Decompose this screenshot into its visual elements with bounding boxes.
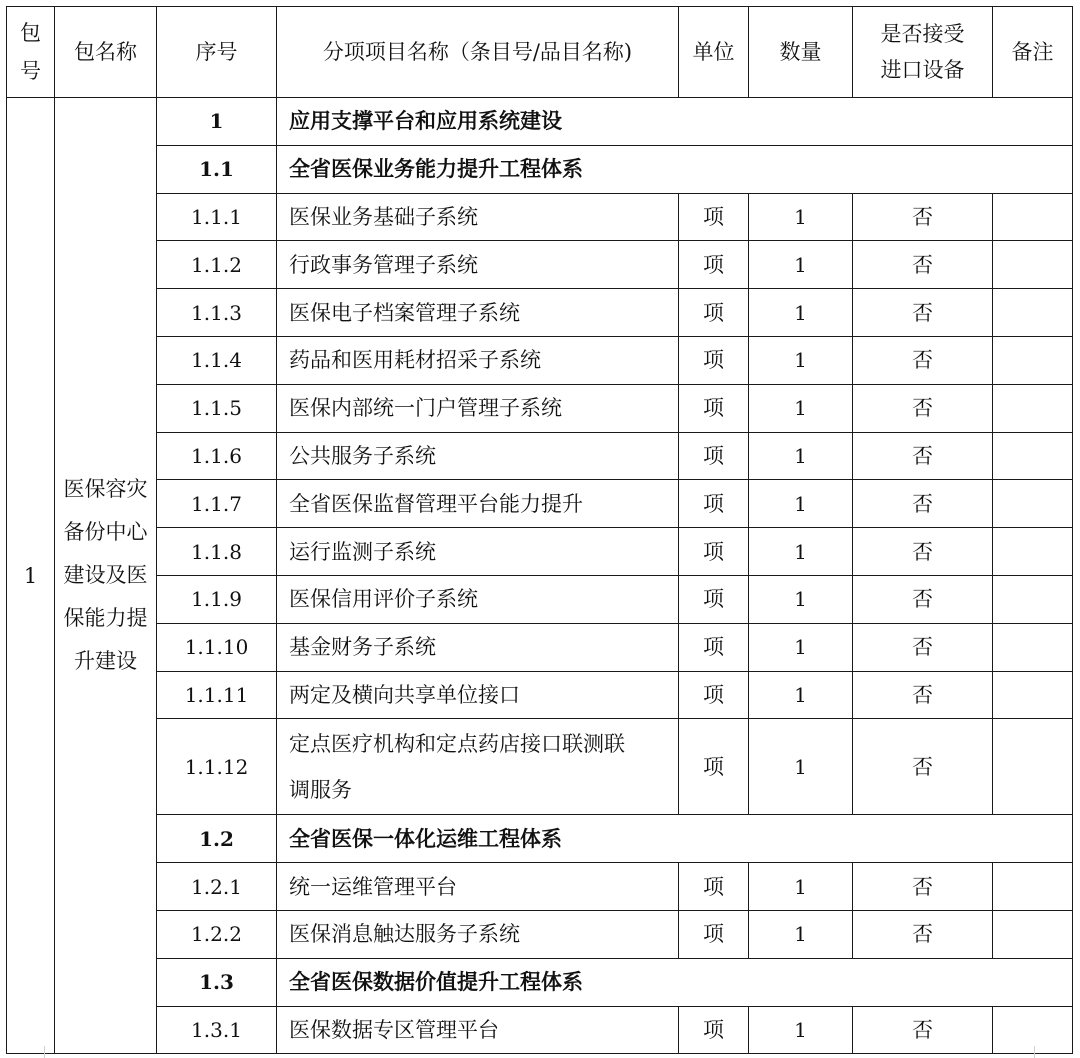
table-row <box>7 193 1073 241</box>
row-qty: 1 <box>749 480 853 528</box>
row-unit: 项 <box>679 528 749 576</box>
table-row <box>7 910 1073 958</box>
row-unit: 项 <box>679 719 749 815</box>
page-edge-mark <box>44 1046 45 1058</box>
row-unit: 项 <box>679 336 749 384</box>
row-seq: 1.1.7 <box>157 480 277 528</box>
row-import: 否 <box>853 575 993 623</box>
row-remark <box>993 528 1073 576</box>
row-name: 药品和医用耗材招采子系统 <box>277 336 679 384</box>
row-seq: 1.1.4 <box>157 336 277 384</box>
section-row <box>7 958 1073 1006</box>
row-remark <box>993 671 1073 719</box>
row-import: 否 <box>853 910 993 958</box>
row-seq: 1.1.11 <box>157 671 277 719</box>
header-seq: 序号 <box>157 7 277 98</box>
row-import: 否 <box>853 671 993 719</box>
row-import: 否 <box>853 480 993 528</box>
row-import: 否 <box>853 1006 993 1054</box>
section-name: 应用支撑平台和应用系统建设 <box>277 98 1073 146</box>
row-name: 统一运维管理平台 <box>277 863 679 911</box>
row-name: 医保内部统一门户管理子系统 <box>277 384 679 432</box>
row-name: 运行监测子系统 <box>277 528 679 576</box>
row-name: 全省医保监督管理平台能力提升 <box>277 480 679 528</box>
section-seq: 1.2 <box>157 815 277 863</box>
table-row <box>7 575 1073 623</box>
header-pkg-name: 包名称 <box>55 7 157 98</box>
row-unit: 项 <box>679 241 749 289</box>
table-row <box>7 719 1073 815</box>
section-row <box>7 98 1073 146</box>
row-import: 否 <box>853 193 993 241</box>
row-unit: 项 <box>679 193 749 241</box>
row-qty: 1 <box>749 193 853 241</box>
table-row <box>7 528 1073 576</box>
row-name: 基金财务子系统 <box>277 623 679 671</box>
row-remark <box>993 863 1073 911</box>
row-name: 行政事务管理子系统 <box>277 241 679 289</box>
row-unit: 项 <box>679 671 749 719</box>
table-row <box>7 480 1073 528</box>
row-qty: 1 <box>749 863 853 911</box>
row-seq: 1.2.1 <box>157 863 277 911</box>
row-name: 医保消息触达服务子系统 <box>277 910 679 958</box>
header-row <box>7 7 1073 98</box>
row-import: 否 <box>853 384 993 432</box>
section-seq: 1.1 <box>157 145 277 193</box>
table-row <box>7 1006 1073 1054</box>
row-remark <box>993 480 1073 528</box>
row-seq: 1.1.9 <box>157 575 277 623</box>
row-seq: 1.1.1 <box>157 193 277 241</box>
row-seq: 1.1.2 <box>157 241 277 289</box>
header-import-line2: 进口设备 <box>880 58 965 82</box>
section-name: 全省医保一体化运维工程体系 <box>277 815 1073 863</box>
row-qty: 1 <box>749 336 853 384</box>
row-unit: 项 <box>679 623 749 671</box>
header-pkg-no: 包号 <box>7 7 55 98</box>
row-name: 医保业务基础子系统 <box>277 193 679 241</box>
row-import: 否 <box>853 623 993 671</box>
row-name: 定点医疗机构和定点药店接口联测联调服务 <box>277 719 679 815</box>
row-remark <box>993 719 1073 815</box>
row-seq: 1.1.8 <box>157 528 277 576</box>
row-unit: 项 <box>679 863 749 911</box>
section-seq: 1 <box>157 98 277 146</box>
row-qty: 1 <box>749 241 853 289</box>
header-remark: 备注 <box>993 7 1073 98</box>
row-remark <box>993 432 1073 480</box>
row-seq: 1.1.3 <box>157 289 277 337</box>
row-remark <box>993 1006 1073 1054</box>
row-remark <box>993 289 1073 337</box>
package-name: 医保容灾备份中心建设及医保能力提升建设 <box>55 98 157 1054</box>
row-qty: 1 <box>749 623 853 671</box>
row-qty: 1 <box>749 910 853 958</box>
row-remark <box>993 910 1073 958</box>
row-import: 否 <box>853 528 993 576</box>
table-row <box>7 863 1073 911</box>
row-unit: 项 <box>679 1006 749 1054</box>
header-import <box>853 7 993 98</box>
table-row <box>7 432 1073 480</box>
row-import: 否 <box>853 241 993 289</box>
row-unit: 项 <box>679 910 749 958</box>
row-unit: 项 <box>679 384 749 432</box>
table-row <box>7 336 1073 384</box>
procurement-table <box>6 6 1073 1054</box>
row-seq: 1.2.2 <box>157 910 277 958</box>
row-seq: 1.3.1 <box>157 1006 277 1054</box>
row-seq: 1.1.10 <box>157 623 277 671</box>
row-name: 医保数据专区管理平台 <box>277 1006 679 1054</box>
header-qty: 数量 <box>749 7 853 98</box>
page-edge-mark <box>1034 1046 1035 1058</box>
row-qty: 1 <box>749 1006 853 1054</box>
row-name: 医保电子档案管理子系统 <box>277 289 679 337</box>
row-import: 否 <box>853 432 993 480</box>
table-row <box>7 384 1073 432</box>
row-remark <box>993 575 1073 623</box>
header-import-line1: 是否接受 <box>880 22 965 46</box>
section-name: 全省医保业务能力提升工程体系 <box>277 145 1073 193</box>
row-qty: 1 <box>749 671 853 719</box>
header-unit: 单位 <box>679 7 749 98</box>
row-remark <box>993 623 1073 671</box>
row-unit: 项 <box>679 575 749 623</box>
table-row <box>7 623 1073 671</box>
row-qty: 1 <box>749 384 853 432</box>
row-remark <box>993 336 1073 384</box>
row-qty: 1 <box>749 575 853 623</box>
row-remark <box>993 193 1073 241</box>
row-qty: 1 <box>749 289 853 337</box>
row-qty: 1 <box>749 528 853 576</box>
row-name: 医保信用评价子系统 <box>277 575 679 623</box>
row-name: 公共服务子系统 <box>277 432 679 480</box>
row-remark <box>993 384 1073 432</box>
row-qty: 1 <box>749 719 853 815</box>
header-item-name: 分项项目名称（条目号/品目名称) <box>277 7 679 98</box>
section-seq: 1.3 <box>157 958 277 1006</box>
section-row <box>7 145 1073 193</box>
row-unit: 项 <box>679 480 749 528</box>
table-row <box>7 241 1073 289</box>
table-row <box>7 671 1073 719</box>
package-number: 1 <box>7 98 55 1054</box>
row-seq: 1.1.6 <box>157 432 277 480</box>
row-qty: 1 <box>749 432 853 480</box>
row-import: 否 <box>853 289 993 337</box>
row-import: 否 <box>853 719 993 815</box>
row-import: 否 <box>853 863 993 911</box>
row-import: 否 <box>853 336 993 384</box>
table-row <box>7 289 1073 337</box>
row-name: 两定及横向共享单位接口 <box>277 671 679 719</box>
row-unit: 项 <box>679 289 749 337</box>
row-remark <box>993 241 1073 289</box>
row-unit: 项 <box>679 432 749 480</box>
section-name: 全省医保数据价值提升工程体系 <box>277 958 1073 1006</box>
section-row <box>7 815 1073 863</box>
row-seq: 1.1.12 <box>157 719 277 815</box>
row-seq: 1.1.5 <box>157 384 277 432</box>
